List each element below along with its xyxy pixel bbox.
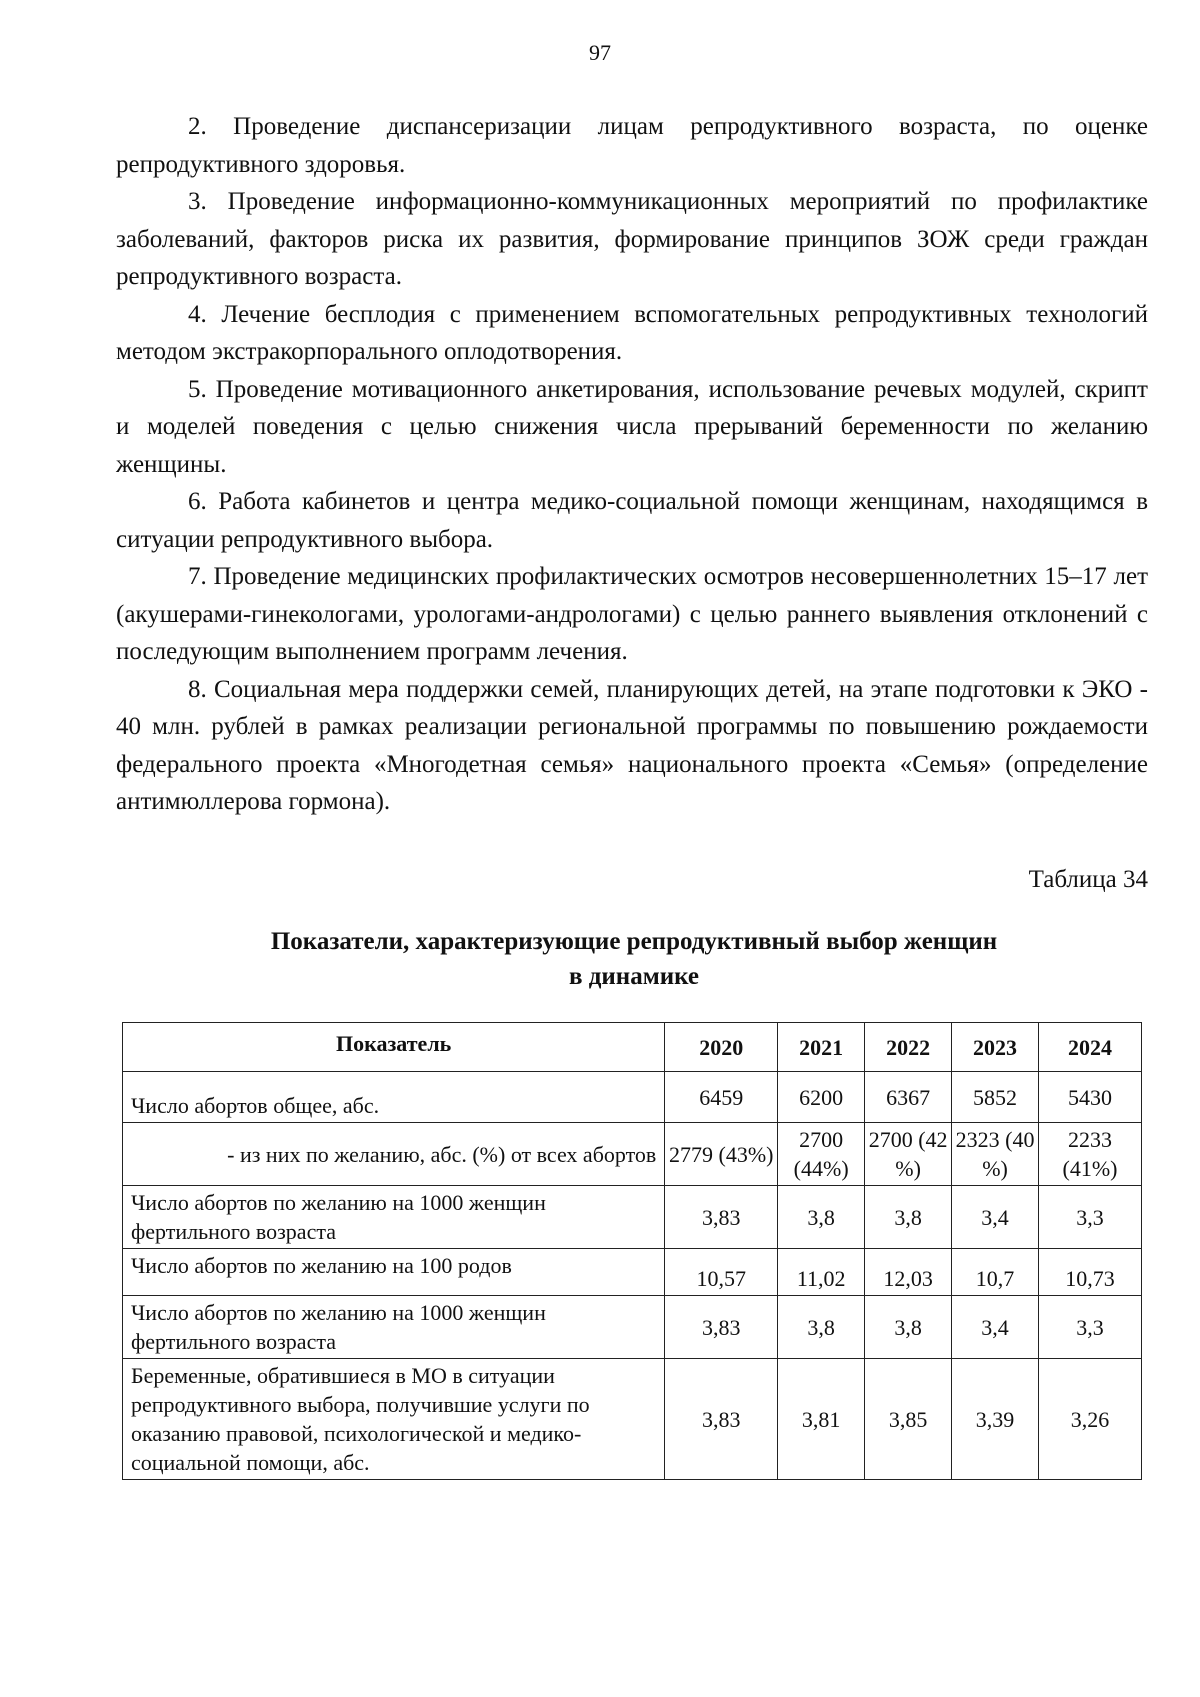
paragraph-2: 2. Проведение диспансеризации лицам репродуктивного возраста, по оценке репродуктивного здоровья. bbox=[116, 113, 1148, 178]
table-title-line-2: в динамике bbox=[568, 963, 700, 990]
row-label: Число абортов по желанию на 1000 женщин фертильного возраста bbox=[123, 1186, 665, 1249]
table-cell: 6459 bbox=[665, 1072, 778, 1123]
row-label: Число абортов общее, абс. bbox=[123, 1072, 665, 1123]
table-header-row bbox=[123, 1023, 1142, 1072]
year-column-header: 2024 bbox=[1039, 1023, 1142, 1072]
paragraph-3: 3. Проведение информационно-коммуникационных мероприятий по профилактике заболеваний, факторов риска их развития, формирование принципов ЗОЖ среди граждан репродуктивного возраста. bbox=[116, 188, 1148, 290]
table-row bbox=[123, 1186, 1142, 1249]
row-label: Число абортов по желанию на 1000 женщин фертильного возраста bbox=[123, 1296, 665, 1359]
body-text bbox=[116, 108, 1148, 821]
paragraph-7: 7. Проведение медицинских профилактических осмотров несовершеннолетних 15–17 лет (акушерами-гинекологами, урологами-андрологами) с целью раннего выявления отклонений с последующим выполнением программ лечения. bbox=[116, 563, 1148, 665]
table-cell: 3,4 bbox=[952, 1296, 1039, 1359]
table-cell: 10,73 bbox=[1039, 1249, 1142, 1296]
row-label: - из них по желанию, абс. (%) от всех абортов bbox=[123, 1123, 665, 1186]
table-cell: 10,7 bbox=[952, 1249, 1039, 1296]
year-column-header: 2020 bbox=[665, 1023, 778, 1072]
paragraph-4: 4. Лечение бесплодия с применением вспомогательных репродуктивных технологий методом экстракорпорального оплодотворения. bbox=[116, 300, 1148, 365]
table-cell: 3,39 bbox=[952, 1359, 1039, 1480]
table-row bbox=[123, 1249, 1142, 1296]
table-cell: 3,8 bbox=[865, 1186, 952, 1249]
table-cell: 6367 bbox=[865, 1072, 952, 1123]
table-cell: 2323 (40 %) bbox=[952, 1123, 1039, 1186]
table-label: Таблица 34 bbox=[1028, 866, 1148, 893]
table-cell: 3,3 bbox=[1039, 1186, 1142, 1249]
indicator-column-header: Показатель bbox=[123, 1023, 665, 1072]
paragraph-6: 6. Работа кабинетов и центра медико-социальной помощи женщинам, находящимся в ситуации репродуктивного выбора. bbox=[116, 488, 1148, 553]
table-row bbox=[123, 1296, 1142, 1359]
table-cell: 5852 bbox=[952, 1072, 1039, 1123]
table-cell: 3,83 bbox=[665, 1186, 778, 1249]
paragraph-8: 8. Социальная мера поддержки семей, планирующих детей, на этапе подготовки к ЭКО - 40 млн. рублей в рамках реализации региональной программы по повышению рождаемости федерального проекта «Многодетная семья» национального проекта «Семья» (определение антимюллерова гормона). bbox=[116, 675, 1148, 815]
year-column-header: 2021 bbox=[778, 1023, 865, 1072]
table-cell: 3,83 bbox=[665, 1359, 778, 1480]
row-label: Беременные, обратившиеся в МО в ситуации репродуктивного выбора, получившие услуги по оказанию правовой, психологической и медико-социальной помощи, абс. bbox=[123, 1359, 665, 1480]
table-title-line-1: Показатели, характеризующие репродуктивный выбор женщин bbox=[270, 928, 998, 955]
table-row bbox=[123, 1072, 1142, 1123]
table-cell: 2233 (41%) bbox=[1039, 1123, 1142, 1186]
table-cell: 6200 bbox=[778, 1072, 865, 1123]
table-cell: 3,81 bbox=[778, 1359, 865, 1480]
table-cell: 5430 bbox=[1039, 1072, 1142, 1123]
table-cell: 3,83 bbox=[665, 1296, 778, 1359]
table-cell: 3,26 bbox=[1039, 1359, 1142, 1480]
table-cell: 10,57 bbox=[665, 1249, 778, 1296]
table-cell: 3,85 bbox=[865, 1359, 952, 1480]
table-cell: 3,8 bbox=[778, 1296, 865, 1359]
year-column-header: 2022 bbox=[865, 1023, 952, 1072]
table-cell: 11,02 bbox=[778, 1249, 865, 1296]
table-cell: 3,8 bbox=[865, 1296, 952, 1359]
paragraph-5: 5. Проведение мотивационного анкетирования, использование речевых модулей, скрипт и моделей поведения с целью снижения числа прерываний беременности по желанию женщины. bbox=[116, 375, 1148, 478]
table-cell: 12,03 bbox=[865, 1249, 952, 1296]
table-cell: 3,3 bbox=[1039, 1296, 1142, 1359]
table-title bbox=[120, 924, 1148, 994]
table-cell: 3,8 bbox=[778, 1186, 865, 1249]
page-number: 97 bbox=[589, 40, 611, 65]
table-row bbox=[123, 1359, 1142, 1480]
year-column-header: 2023 bbox=[952, 1023, 1039, 1072]
table-cell: 2779 (43%) bbox=[665, 1123, 778, 1186]
indicators-table bbox=[122, 1022, 1142, 1480]
table-row bbox=[123, 1123, 1142, 1186]
table-cell: 2700 (42 %) bbox=[865, 1123, 952, 1186]
table-cell: 2700 (44%) bbox=[778, 1123, 865, 1186]
table-cell: 3,4 bbox=[952, 1186, 1039, 1249]
row-label: Число абортов по желанию на 100 родов bbox=[123, 1249, 665, 1296]
